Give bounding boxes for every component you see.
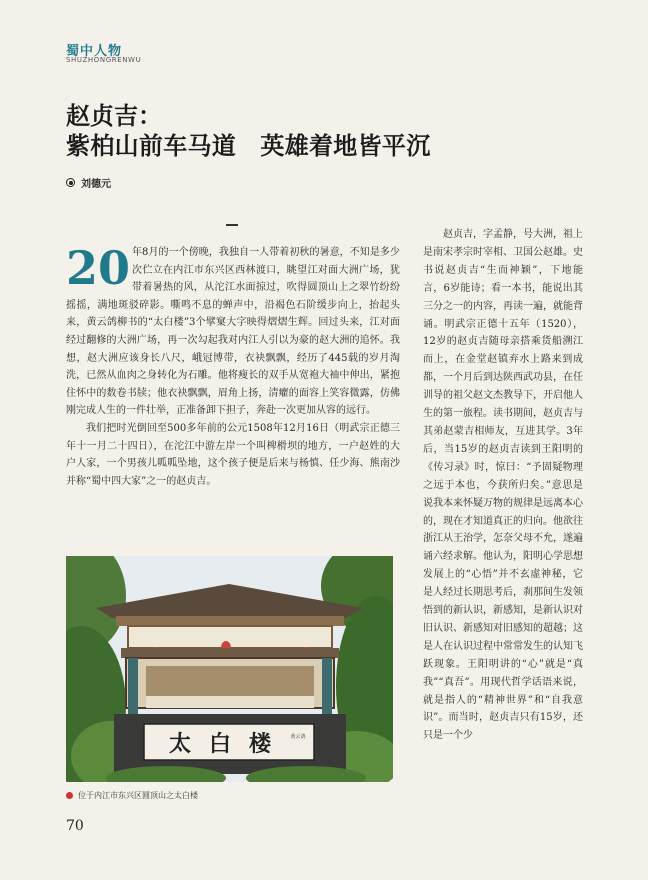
drop-cap: 20 (66, 241, 131, 295)
photo-illustration (66, 556, 393, 782)
sign-small-text: 黄云鸽 (290, 734, 306, 740)
taibai-tower-photo (66, 556, 393, 782)
article-title-line1: 赵贞吉： (66, 102, 162, 130)
paragraph: 年8月的一个傍晚，我独自一人带着初秋的暑意，不知是多少次伫立在内江市东兴区西林渡口，眺望江对面大洲广场，犹带着暑热的风，从沱江水面掠过，吹得圆顶山上之翠竹纷纷摇摇，满地斑驳碎影。嘶鸣不息的蝉声中，沿褐色石阶缓步向上，抬起头来，黄云鸽柳书的“太白楼”3个擘窠大字映得熠熠生辉。回过头来，江对面经过翻修的大洲广场，再一次勾起我对内江人引以为豪的赵大洲的追怀。我想，赵大洲应该身长八尺，峨冠博带，衣袂飘飘，经历了445载的岁月淘洗，已然从血肉之身转化为石雕。他将瘦长的双手从宽袍大袖中伸出，紧抱住怀中的数卷书牍；他衣袂飘飘，眉角上扬，清癯的面容上笑容微露，仿佛刚完成人生的一件壮举，正准备卸下担子，奔赴一次更加从容的远行。 (66, 247, 400, 417)
photo-caption (66, 790, 198, 801)
section-subtitle: SHUZHONGRENWU (66, 56, 142, 64)
caption-bullet-icon (66, 792, 73, 799)
right-column (423, 226, 583, 745)
section-title: 蜀中人物 (66, 44, 123, 59)
bullet-icon (66, 178, 75, 187)
paragraph: 赵贞吉，字孟静，号大洲，祖上是南宋孝宗时宰相、卫国公赵雄。史书说赵贞吉“生而神颖”，下地能言，6岁能诗；看一本书，能说出其三分之一的内容，再读一遍，就能背诵。明武宗正德十五年（1520），12岁的赵贞吉随母亲搭乘货船溯江而上，在金堂赵镇弃水上路来到成都，一个月后到达陕西武功县，在任训导的祖父赵文杰教导下，开启他人生的第一旅程。读书期间，赵贞吉与其弟赵蒙吉相师友，互进其学。3年后，当15岁的赵贞吉读到王阳明的《传习录》时，惊曰：“予固疑物理之远于本也，今获所归矣。”意思是说我本来怀疑万物的规律是远离本心的，现在才知道真正的归向。他欲往浙江从王治学，怎奈父母不允，遂遍诵六经求解。他认为，阳明心学思想发展上的“心悟”并不玄虚神秘，它是人经过长期思考后，刹那间生发领悟到的新认识，新感知，是新认识对旧认识、新感知对旧感知的超越；这是人在认识过程中常常发生的认知飞跃现象。王阳明讲的“心”就是“真我”“真吾”。用现代哲学话语来说，就是指人的“精神世界”和“自我意识”。而当时，赵贞吉只有15岁，还只是一个少 (423, 229, 583, 742)
sign-text: 太白楼 (168, 731, 290, 757)
author-line (66, 175, 111, 190)
section-marker (226, 224, 238, 226)
author-name: 刘德元 (81, 179, 111, 190)
page-number: 70 (66, 818, 84, 834)
caption-text: 位于内江市东兴区圆顶山之太白楼 (78, 791, 198, 800)
paragraph: 我们把时光倒回至500多年前的公元1508年12月16日（明武宗正德三年十一月二十四日），在沱江中游左岸一个叫椑榾坝的地方，一户赵姓的大户人家，一个男孩儿呱呱坠地，这个孩子便是后来与杨慎、任少海、熊南沙并称“蜀中四大家”之一的赵贞吉。 (66, 422, 400, 487)
left-column (66, 241, 400, 490)
article-title-line2: 紫柏山前车马道 英雄着地皆平沉 (66, 132, 431, 160)
